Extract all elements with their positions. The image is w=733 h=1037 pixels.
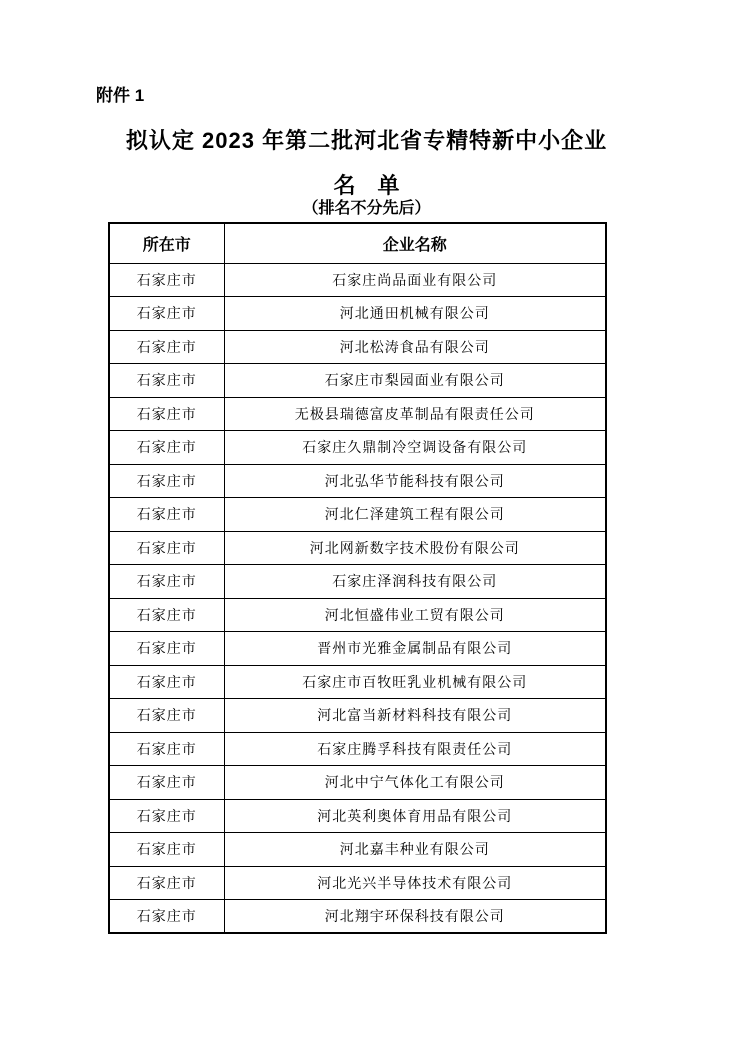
- city-cell: 石家庄市: [109, 665, 224, 699]
- city-cell: 石家庄市: [109, 833, 224, 867]
- table-row: [109, 632, 606, 666]
- table-row: [109, 699, 606, 733]
- table-row: [109, 431, 606, 465]
- table-row: [109, 464, 606, 498]
- city-cell: 石家庄市: [109, 766, 224, 800]
- company-cell: 河北中宁气体化工有限公司: [224, 766, 606, 800]
- document-subtitle: （排名不分先后）: [302, 200, 431, 217]
- city-cell: 石家庄市: [109, 732, 224, 766]
- column-header-company: 企业名称: [224, 223, 606, 263]
- city-cell: 石家庄市: [109, 900, 224, 934]
- city-cell: 石家庄市: [109, 498, 224, 532]
- table-row: [109, 397, 606, 431]
- city-cell: 石家庄市: [109, 699, 224, 733]
- company-cell: 河北仁泽建筑工程有限公司: [224, 498, 606, 532]
- city-cell: 石家庄市: [109, 565, 224, 599]
- company-cell: 河北光兴半导体技术有限公司: [224, 866, 606, 900]
- attachment-label: 附件 1: [96, 86, 145, 105]
- table-row: [109, 833, 606, 867]
- company-cell: 石家庄市梨园面业有限公司: [224, 364, 606, 398]
- company-cell: 河北嘉丰种业有限公司: [224, 833, 606, 867]
- table-row: [109, 900, 606, 934]
- city-cell: 石家庄市: [109, 330, 224, 364]
- company-cell: 石家庄腾孚科技有限责任公司: [224, 732, 606, 766]
- company-cell: 河北弘华节能科技有限公司: [224, 464, 606, 498]
- company-cell: 河北富当新材料科技有限公司: [224, 699, 606, 733]
- table-row: [109, 498, 606, 532]
- company-cell: 晋州市光雅金属制品有限公司: [224, 632, 606, 666]
- table-row: [109, 565, 606, 599]
- city-cell: 石家庄市: [109, 531, 224, 565]
- company-cell: 石家庄尚品面业有限公司: [224, 263, 606, 297]
- company-cell: 河北网新数字技术股份有限公司: [224, 531, 606, 565]
- table-header-row: [109, 223, 606, 263]
- table-row: [109, 799, 606, 833]
- table-row: [109, 531, 606, 565]
- column-header-city: 所在市: [109, 223, 224, 263]
- enterprise-table: [108, 222, 607, 934]
- company-cell: 河北通田机械有限公司: [224, 297, 606, 331]
- city-cell: 石家庄市: [109, 364, 224, 398]
- city-cell: 石家庄市: [109, 297, 224, 331]
- table-row: [109, 598, 606, 632]
- city-cell: 石家庄市: [109, 632, 224, 666]
- table-row: [109, 330, 606, 364]
- table-row: [109, 263, 606, 297]
- table-row: [109, 297, 606, 331]
- company-cell: 河北英利奥体育用品有限公司: [224, 799, 606, 833]
- document-title-line2: 名 单: [333, 173, 400, 198]
- city-cell: 石家庄市: [109, 866, 224, 900]
- city-cell: 石家庄市: [109, 799, 224, 833]
- city-cell: 石家庄市: [109, 431, 224, 465]
- company-cell: 河北恒盛伟业工贸有限公司: [224, 598, 606, 632]
- company-cell: 石家庄市百牧旺乳业机械有限公司: [224, 665, 606, 699]
- city-cell: 石家庄市: [109, 464, 224, 498]
- company-cell: 河北翔宇环保科技有限公司: [224, 900, 606, 934]
- table-body: [109, 263, 606, 933]
- document-title-line1: 拟认定 2023 年第二批河北省专精特新中小企业: [125, 128, 608, 153]
- table-row: [109, 866, 606, 900]
- city-cell: 石家庄市: [109, 598, 224, 632]
- table-row: [109, 766, 606, 800]
- company-cell: 石家庄久鼎制冷空调设备有限公司: [224, 431, 606, 465]
- company-cell: 河北松涛食品有限公司: [224, 330, 606, 364]
- table-row: [109, 665, 606, 699]
- company-cell: 石家庄泽润科技有限公司: [224, 565, 606, 599]
- city-cell: 石家庄市: [109, 263, 224, 297]
- city-cell: 石家庄市: [109, 397, 224, 431]
- company-cell: 无极县瑞德富皮革制品有限责任公司: [224, 397, 606, 431]
- table-row: [109, 732, 606, 766]
- table-row: [109, 364, 606, 398]
